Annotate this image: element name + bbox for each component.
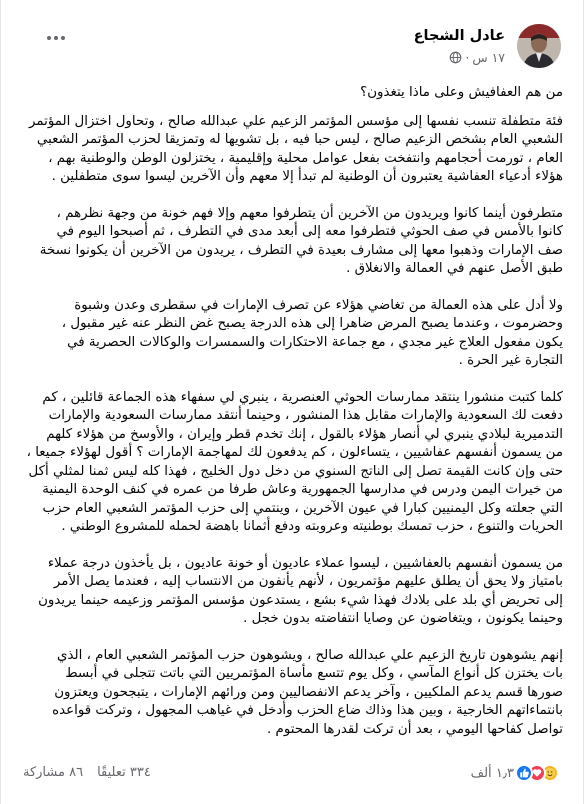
post-meta	[449, 50, 505, 65]
dot-icon	[54, 36, 58, 40]
author-avatar[interactable]	[517, 24, 561, 68]
post-stats	[23, 765, 151, 780]
post-footer	[1, 760, 583, 794]
post-body	[19, 84, 563, 757]
globe-icon	[449, 51, 462, 64]
post-paragraph: متطرفون أينما كانوا ويريدون من الآخرين أن يتطرفوا معهم وإلا فهم خونة من وجهة نظرهم ، كانوا بالأمس في صف الحوثي فتطرفوا معه إلى أبعد مدى في التطرف ، ثم أصبحوا اليوم في صف الإمارات وذهبوا معها إلى مشارف بعيدة في التطرف ، يريدون من الآخرين أن يكونوا نسخة طبق الأصل عنهم في العمالة والانغلاق .	[39, 205, 563, 276]
meta-separator: ·	[465, 50, 470, 65]
dot-icon	[47, 36, 51, 40]
more-options-button[interactable]	[41, 28, 71, 48]
post-paragraph: من هم العفافيش وعلى ماذا يتغذون؟	[360, 85, 563, 100]
post-paragraph: فئة متطفلة تنسب نفسها إلى مؤسس المؤتمر الزعيم علي عبدالله صالح ، وتحاول اختزال المؤتمر الشعبي العام بشخص الزعيم صالح ، ليس حبا فيه ، بل تشويها له وتمزيقا لحزب المؤتمر الشعبي العام ، تورمت أحجامهم وانتفخت بفعل عوامل محلية وإقليمية ، يختزلون الوطن والوطنية بهم ، هؤلاء أدعياء العفاشية يعتبرون أن الوطنية لم تبدأ إلا معهم وأن الآخرين ليسوا سوى متطفلين .	[28, 113, 563, 184]
reaction-icons	[520, 764, 559, 782]
post-paragraph: ولا أدل على هذه العمالة من تغاضي هؤلاء عن تصرف الإمارات في سقطرى وعدن وشبوة وحضرموت ، وعندما يصبح المرض ضاهرا إلى هذه الدرجة يصبح غض النظر عنه غير مقبول ، يكون مفعول العلاج غير مجدي ، مع جماعة الاحتكارات والسمسرات والوكالات الحصرية في التجارة غير الحرة .	[61, 297, 563, 368]
comments-count[interactable]: ٣٣٤ تعليقًا	[97, 765, 151, 780]
post-header	[41, 24, 561, 74]
post-paragraph: كلما كتبت منشورا ينتقد ممارسات الحوثي العنصرية ، ينبري لي سفهاء هذه الجماعة قائلين ، كم دفعت لك السعودية والإمارات مقابل هذا المنشور ، وحينما أنتقد ممارسات السعودية والإمارات التدميرية لبلادي ينبري لي أنصار هؤلاء بالقول ، إنك تخدم قطر وإيران ، والأوسخ من هؤلاء كلهم من يسمون أنفسهم عفاشيين ، يتساءلون ، كم يدفعون لك لمهاجمة الإمارات ؟ أقول لهؤلاء جميعا ، حتى وإن كانت القيمة تصل إلى الناتج السنوي من دخل دول الخليج ، فهذا كله ليس ثمنا لمثلي أكل من خيرات اليمن ودرس في مدارسها الجمهورية وعاش طرفا من عمره في كنف الوحدة اليمنية التي جعلته وكل اليمنيين كبارا في عيون الآخرين ، وينتمي إلى حزب المؤتمر الشعبي العام حزب الحريات والتنوع ، حزب تمسك بوطنيته وعروبته ودفع أثمانا باهضة لحمله للمشروع الوطني .	[26, 389, 563, 534]
like-icon	[515, 764, 533, 782]
shares-count[interactable]: ٨٦ مشاركة	[23, 765, 84, 780]
post-paragraph: من يسمون أنفسهم بالعفاشيين ، ليسوا عملاء عاديون أو خونة عاديون ، بل يأخذون درجة عملاء بامتياز ولا يحق أن يطلق عليهم مؤتمريون ، لأنهم يأنفون من الانتساب إليه ، فعندما يصل الأمر إلى تحريض أي بلد على بلادك فهذا شيء بشع ، يستدعون مؤسس المؤتمر وزعيمه حينما يريدون وحينما يكونون ، ويتغاضون عن وصايا انتفاضته بدون خجل .	[38, 555, 563, 626]
reactions-count[interactable]: ١٫٣ ألف	[470, 765, 514, 781]
post-time[interactable]: ١٧ س	[472, 50, 505, 65]
reactions-summary[interactable]	[471, 764, 559, 782]
post-paragraph: إنهم يشوهون تاريخ الزعيم علي عبدالله صالح ، ويشوهون حزب المؤتمر الشعبي العام ، الذي بات يختزن كل أنواع المآسي ، وكل يوم تتسع مأساة المؤتمريين التي باتت تتجلى في أبسط صورها قسم يدعم الملكيين ، وآخر يدعم الانفصاليين ومن ورائهم الإمارات ، يتبجحون ويعتزون بانتماءاتهم الخارجية ، وبين هذا وذاك ضاع الحزب وأدخل في غياهب المجهول ، وتركت قواعده تواصل كفاحها اليومي ، بعد أن تركت لقدرها المحتوم .	[52, 647, 563, 737]
author-name[interactable]: عادل الشجاع	[413, 28, 505, 44]
avatar-photo-icon	[517, 24, 561, 68]
dot-icon	[61, 36, 65, 40]
